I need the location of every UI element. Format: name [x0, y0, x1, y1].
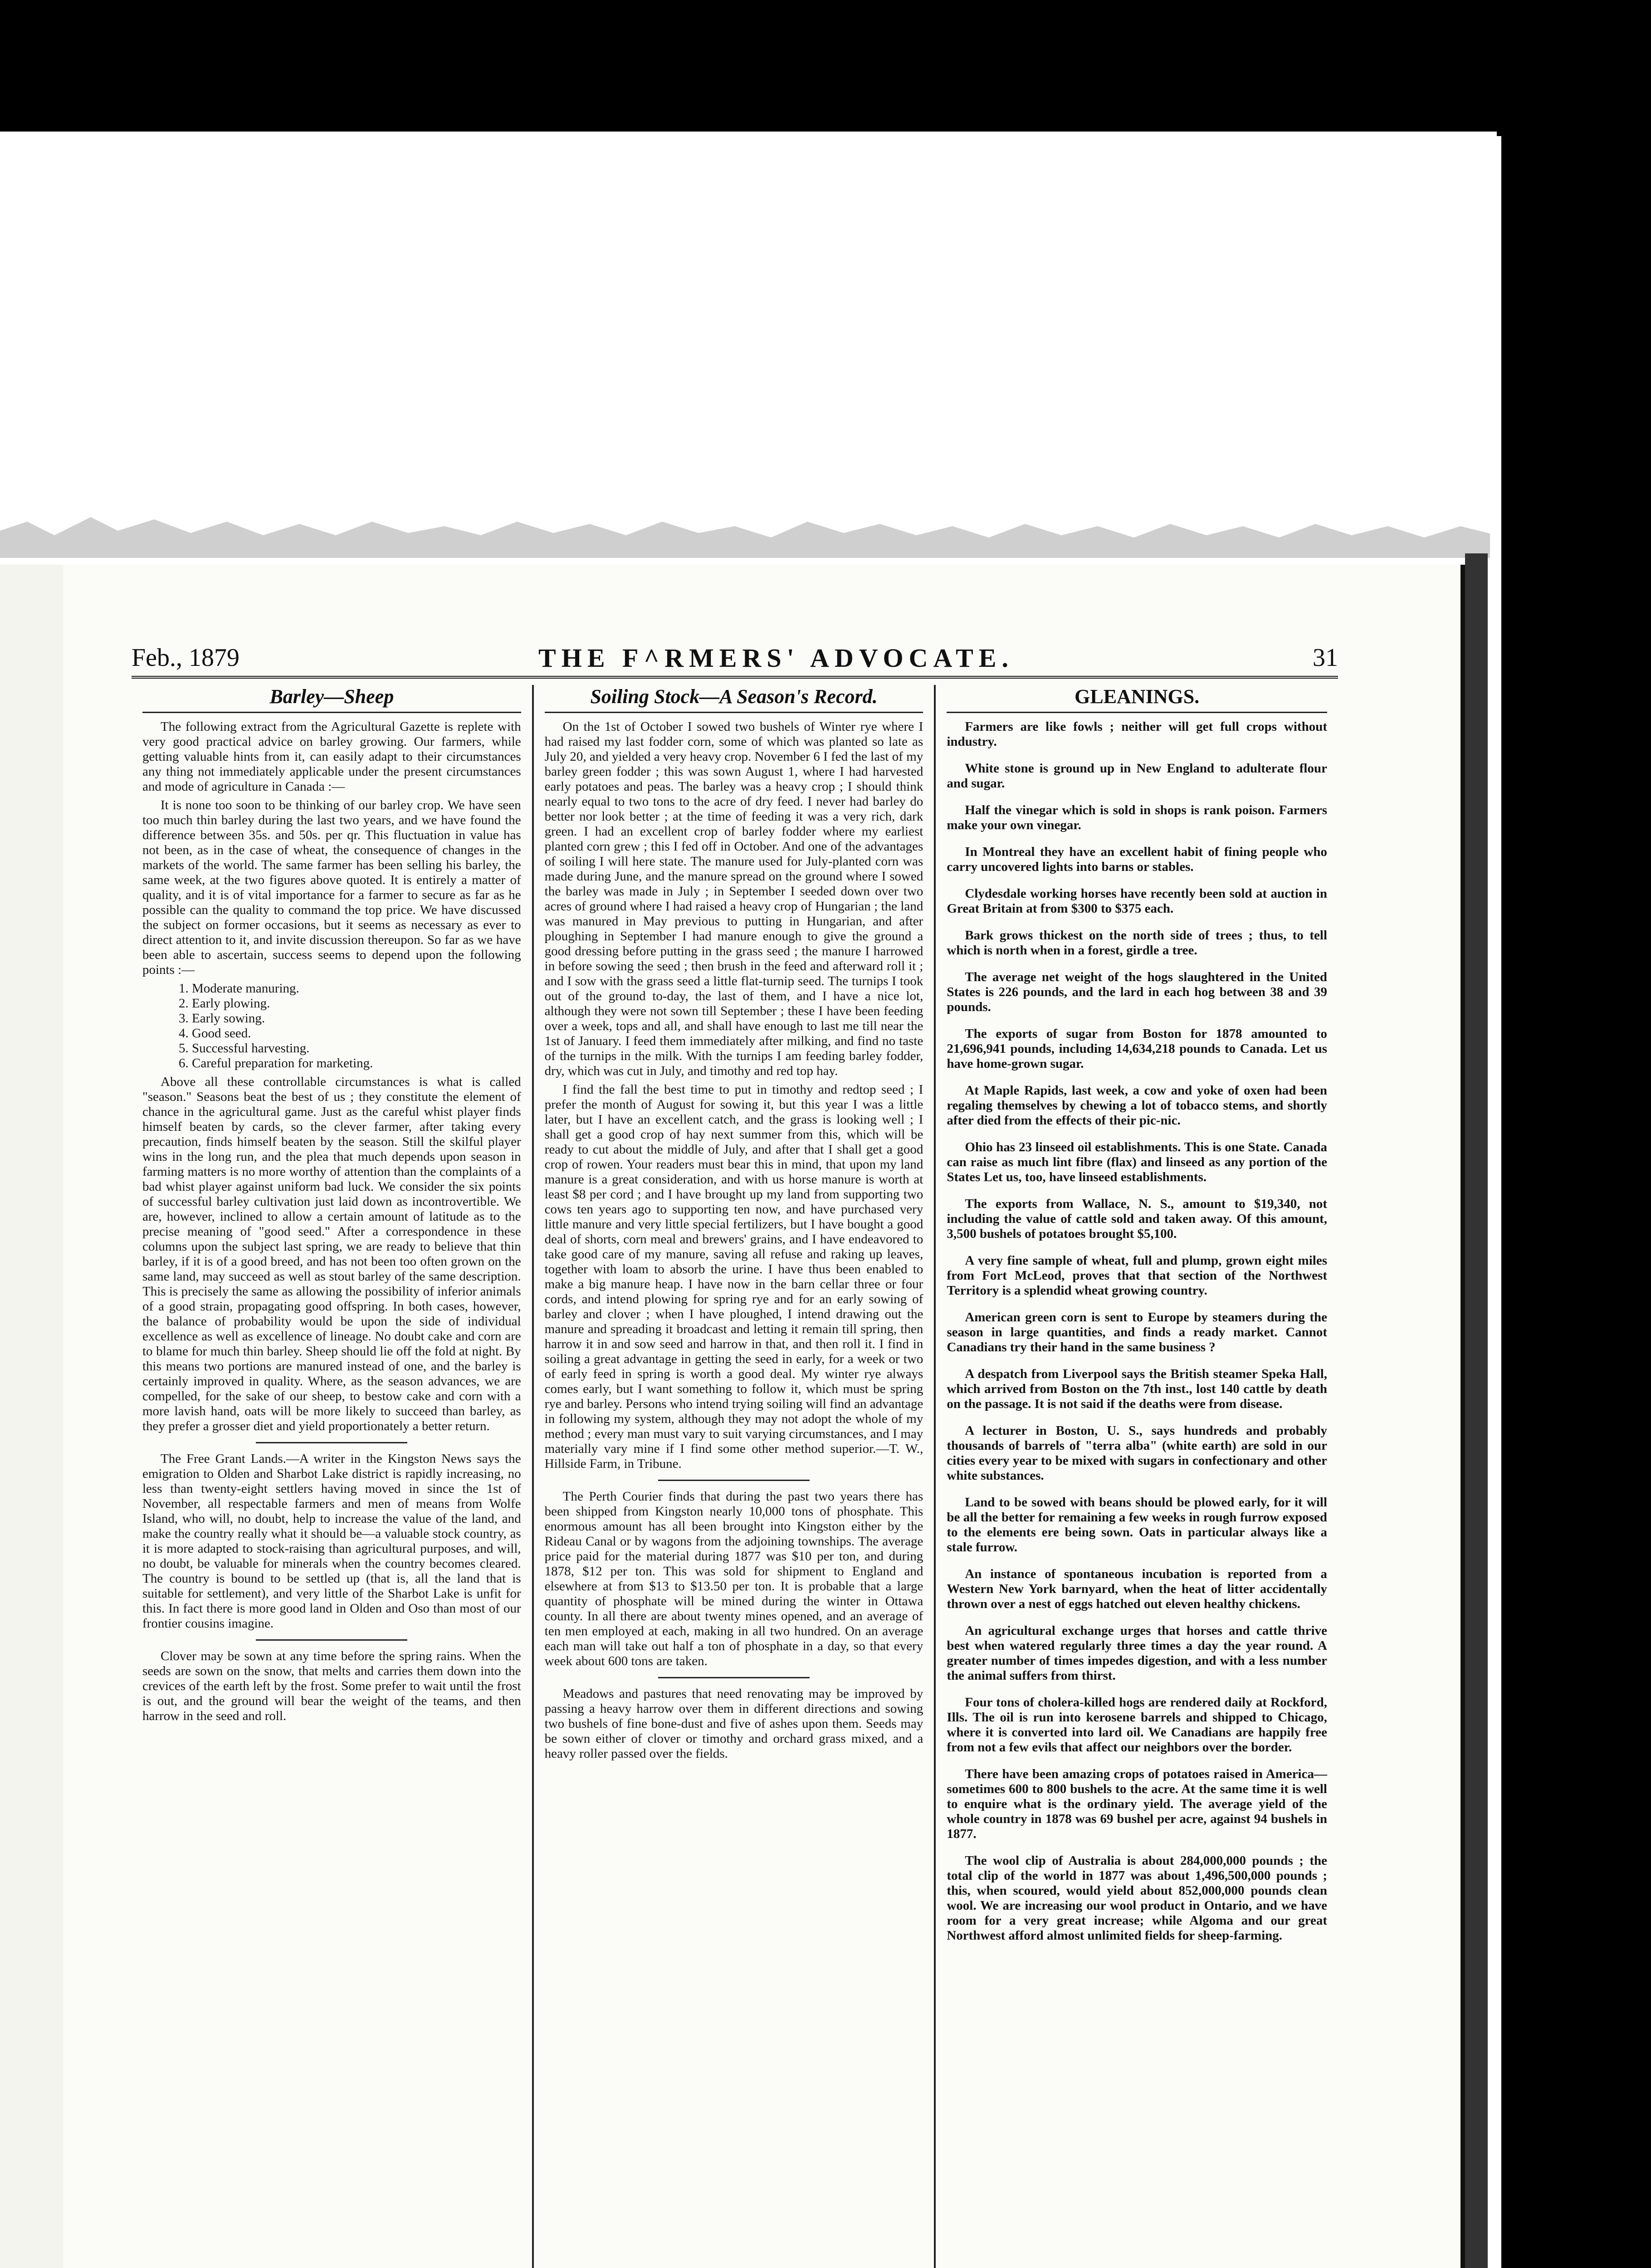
gleaning-item: The exports from Wallace, N. S., amount to $19,340, not including the value of cattle sold and taken away. Of this amount, 3,500 bushels of potatoes brought $5,100. [947, 1197, 1327, 1241]
article-paragraph: I find the fall the best time to put in timothy and redtop seed ; I prefer the month of August for sowing it, but this year I was a little later, but I have an excellent catch, and the grass is looking well ; I shall get a good crop of hay next summer from this, which will be ready to cut about the middle of July, and after that I shall get a good crop of rowen. Your readers must bear this in mind, that upon my land manure is a great consideration, and with us horse manure is worth at least $8 per cord ; and I have brought up my land from supporting two cows ten years ago to supporting ten now, and have purchased very little manure and very little special fertilizers, but I have bought a good deal of shorts, corn meal and brewers' grains, and I have endeavored to take good care of my manure, saving all refuse and raking up leaves, together with loam to absorb the urine. I have thus been enabled to make a big manure heap. I have now in the barn cellar three or four cords, and intend plowing for spring rye and for an early sowing of barley and clover ; when I have ploughed, I intend drawing out the manure and spreading it broadcast and letting it remain till spring, then harrow it in and sow seed and harrow in that, and then roll it. I find in soiling a great advantage in getting the seed in early, for a week or two of early feed in spring is worth a good deal. My winter rye always comes early, but I want something to follow it, which must be spring rye and barley. Persons who intend trying soiling will find an advantage in following my system, although they may not adopt the whole of my method ; every man must vary to suit varying circumstances, and I may materially vary mine if I find some other method superior.—T. W., Hillside Farm, in Tribune. [544, 1082, 923, 1471]
article-paragraph: Meadows and pastures that need renovating may be improved by passing a heavy harrow over them in different directions and sowing two bushels of fine bone-dust and five of ashes upon them. Seeds may be sown either of clover or timothy and orchard grass mixed, and a heavy roller passed over the fields. [544, 1686, 923, 1761]
article-paragraph: Above all these controllable circumstances is what is called "season." Seasons beat the best of us ; they constitute the element of chance in the agricultural game. Just as the careful whist player finds himself beaten by cards, so the clever farmer, after taking every precaution, finds himself beaten by the season. Still the skilful player wins in the long run, and the plea that much depends upon season in farming matters is no more worthy of attention than the complaints of a bad whist player against uniform bad luck. We consider the six points of successful barley cultivation just laid down as incontrovertible. We are, however, inclined to allow a certain amount of latitude as to the precise meaning of "good seed." After a correspondence in these columns upon the subject last spring, we are ready to believe that thin barley, if it is of a good breed, and has not been too often grown on the same land, may succeed as well as stout barley of the same description. This is precisely the same as allowing the possibility of inferior animals of a good strain, propagating good offspring. In both cases, however, the balance of probability would be upon the side of individual excellence as well as excellence of lineage. No doubt cake and corn are to blame for much thin barley. Sheep should lie off the fold at night. By this means two portions are manured instead of one, and the barley is certainly improved in quality. Where, as the season advances, we are compelled, for the sake of our sheep, to bestow cake and corn with a more lavish hand, oats will be more likely to succeed than barley, as they prefer a grosser diet and yield proportionately a better return. [142, 1075, 521, 1433]
column-gleanings [936, 685, 1338, 2268]
newspaper-page [64, 565, 1465, 2268]
article-columns [132, 685, 1338, 2268]
gleaning-item: Clydesdale working horses have recently been sold at auction in Great Britain at from $300 to $375 each. [947, 886, 1327, 916]
left-page-edge [0, 565, 66, 2268]
divider [658, 1677, 810, 1678]
gleaning-item: An agricultural exchange urges that horses and cattle thrive best when watered regularly three times a day the year round. A greater number of times impedes digestion, and with a less number the animal suffers from thirst. [947, 1623, 1327, 1683]
issue-date: Feb., 1879 [132, 644, 239, 672]
article-paragraph: The Perth Courier finds that during the past two years there has been shipped from Kingston nearly 10,000 tons of phosphate. This enormous amount has all been brought into Kingston either by the Rideau Canal or by wagons from the adjoining townships. The average price paid for the material during 1877 was $10 per ton, and during 1878, $12 per ton. This was sold for shipment to England and elsewhere at from $13 to $13.50 per ton. It is probable that a large quantity of phosphate will be mined during the winter in Ottawa county. In all there are about twenty mines opened, and an average of ten men employed at each, making in all two hundred. On an average each man will take out half a ton of phosphate in a day, so that every week about 600 tons are taken. [544, 1489, 923, 1668]
publication-title: THE F^RMERS' ADVOCATE. [538, 643, 1014, 673]
gleaning-item: Four tons of cholera-killed hogs are rendered daily at Rockford, Ills. The oil is run into kerosene barrels and shipped to Chicago, where it is converted into lard oil. We Canadians are happily free from not a few evils that affect our neighbors over the border. [947, 1695, 1327, 1755]
list-item: 5. Successful harvesting. [179, 1041, 310, 1056]
gleanings-list [947, 719, 1327, 1943]
success-points-list [161, 981, 521, 1071]
book-binding [1465, 553, 1488, 2268]
gleaning-item: Ohio has 23 linseed oil establishments. This is one State. Canada can raise as much lint fibre (flax) and linseed as any portion of the States Let us, too, have linseed establishments. [947, 1140, 1327, 1184]
article-heading: Soiling Stock—A Season's Record. [545, 685, 923, 713]
divider [658, 1480, 810, 1481]
gleaning-item: A lecturer in Boston, U. S., says hundreds and probably thousands of barrels of "terra alba" (white earth) are sold in our cities every year to be mixed with sugars in confectionary and other white substances. [947, 1423, 1327, 1483]
list-item: 2. Early plowing. [179, 996, 270, 1011]
torn-paper-edge [0, 476, 1497, 558]
divider [256, 1442, 407, 1443]
article-paragraph: On the 1st of October I sowed two bushels of Winter rye where I had raised my last fodder corn, some of which was planted so late as July 20, and yielded a very heavy crop. November 6 I fed the last of my barley green fodder ; this was sown August 1, where I had harvested early potatoes and peas. The barley was a heavy crop ; I should think nearly equal to two tons to the acre of dry feed. I never had barley do better nor look better ; at the time of feeding it was a very rich, dark green. I had an excellent crop of barley fodder where my earliest planted corn grew ; this I fed off in October. And one of the advantages of soiling I will here state. The manure used for July-planted corn was made during June, and the manure spread on the ground where I sowed the barley was made in July ; in September I seeded down over two acres of ground where I had raised a heavy crop of Hungarian ; the land was manured in May previous to putting in Hungarian, and after ploughing in September I had manure enough to give the ground a good dressing before putting in the grass seed ; the manure I harrowed in before sowing the seed ; then brush in the feed and afterward roll it ; and I sow with the grass seed a little flat-turnip seed. The turnips I took out of the ground to-day, the last of them, and I have a nice lot, although they were not sown till September ; these I have been feeding over a week, tops and all, and shall have enough to last me till near the 1st of January. I feed them immediately after milking, and find no taste of the turnips in the milk. With the turnips I am feeding barley fodder, dry, which was cut in July, and timothy and red top hay. [544, 719, 923, 1078]
column-soiling-stock [534, 685, 936, 2268]
article-paragraph: Clover may be sown at any time before the spring rains. When the seeds are sown on the snow, that melts and carries them down into the crevices of the earth left by the frost. Some prefer to wait until the frost is out, and the ground will bear the weight of the teams, and then harrow in the seed and roll. [142, 1649, 521, 1723]
list-item: 4. Good seed. [179, 1026, 251, 1041]
gleaning-item: There have been amazing crops of potatoes raised in America—sometimes 600 to 800 bushels to the acre. At the same time it is well to enquire what is the ordinary yield. The average yield of the whole country in 1878 was 69 bushel per acre, against 94 bushels in 1877. [947, 1767, 1327, 1841]
article-heading: GLEANINGS. [947, 685, 1327, 713]
article-paragraph: The following extract from the Agricultural Gazette is replete with very good practical advice on barley growing. Our farmers, while getting valuable hints from it, can easily adapt to their circumstances any thing not immediately applicable under the present circumstances and mode of agriculture in Canada :— [142, 719, 521, 794]
gleaning-item: Land to be sowed with beans should be plowed early, for it will be all the better for remaining a few weeks in rough furrow exposed to the elements ere being sown. Oats in particular always like a stale furrow. [947, 1495, 1327, 1554]
article-paragraph: It is none too soon to be thinking of our barley crop. We have seen too much thin barley during the last two years, and we have found the difference between 35s. and 50s. per qr. This fluctuation in value has not been, as in the case of wheat, the consequence of changes in the markets of the world. The same farmer has been selling his barley, the same week, at the two figures above quoted. It is entirely a matter of quality, and it is of vital importance for a farmer to secure as far as he possible can the quality to command the top price. We have discussed the subject on former occasions, but it seems as necessary as ever to direct attention to it, and invite discussion thereupon. So far as we have been able to ascertain, success seems to depend upon the following points :— [142, 798, 521, 977]
page-number: 31 [1313, 644, 1338, 672]
masthead [132, 640, 1338, 679]
list-item: 6. Careful preparation for marketing. [179, 1056, 373, 1070]
gleaning-item: The average net weight of the hogs slaughtered in the United States is 226 pounds, and the lard in each hog between 38 and 39 pounds. [947, 970, 1327, 1014]
article-paragraph: The Free Grant Lands.—A writer in the Kingston News says the emigration to Olden and Sharbot Lake district is rapidly increasing, no less than twenty-eight settlers having moved in since the 1st of November, all respectable farmers and men of means from Wolfe Island, who will, no doubt, help to increase the value of the land, and make the country really what it should be—a valuable stock country, as it is more adapted to stock-raising than agricultural purposes, and will, no doubt, be valuable for minerals when the country becomes cleared. The country is bound to be settled up (that is, all the land that is suitable for settlement), and very little of the Sharbot Lake is unfit for this. In fact there is more good land in Olden and Oso than most of our frontier cousins imagine. [142, 1452, 521, 1631]
gleaning-item: In Montreal they have an excellent habit of fining people who carry uncovered lights into barns or stables. [947, 845, 1327, 874]
gleaning-item: A very fine sample of wheat, full and plump, grown eight miles from Fort McLeod, proves that that section of the Northwest Territory is a splendid wheat growing country. [947, 1253, 1327, 1298]
gleaning-item: An instance of spontaneous incubation is reported from a Western New York barnyard, when the heat of litter accidentally thrown over a nest of eggs hatched out eleven healthy chickens. [947, 1567, 1327, 1611]
page-margin-strip [1490, 136, 1501, 2268]
divider [256, 1639, 407, 1641]
gleaning-item: The wool clip of Australia is about 284,000,000 pounds ; the total clip of the world in 1877 was about 1,496,500,000 pounds ; this, when scoured, would yield about 852,000,000 pounds clean wool. We are increasing our wool product in Ontario, and we have room for a very great increase; while Algoma and our great Northwest afford almost unlimited fields for sheep-farming. [947, 1853, 1327, 1943]
article-heading: Barley—Sheep [142, 685, 521, 713]
column-barley-sheep [132, 685, 534, 2268]
list-item: 1. Moderate manuring. [179, 981, 299, 996]
gleaning-item: White stone is ground up in New England to adulterate flour and sugar. [947, 761, 1327, 791]
gleaning-item: A despatch from Liverpool says the British steamer Speka Hall, which arrived from Boston on the 7th inst., lost 140 cattle by death on the passage. It is not said if the deaths were from disease. [947, 1367, 1327, 1411]
gleaning-item: Farmers are like fowls ; neither will get full crops without industry. [947, 719, 1327, 749]
gleaning-item: Half the vinegar which is sold in shops is rank poison. Farmers make your own vinegar. [947, 803, 1327, 832]
gleaning-item: American green corn is sent to Europe by steamers during the season in large quantities, and finds a ready market. Cannot Canadians try their hand in the same business ? [947, 1310, 1327, 1354]
gleaning-item: The exports of sugar from Boston for 1878 amounted to 21,696,941 pounds, including 14,634,218 pounds to Canada. Let us have home-grown sugar. [947, 1026, 1327, 1071]
gleaning-item: Bark grows thickest on the north side of trees ; thus, to tell which is north when in a forest, girdle a tree. [947, 928, 1327, 958]
list-item: 3. Early sowing. [179, 1011, 265, 1026]
gleaning-item: At Maple Rapids, last week, a cow and yoke of oxen had been regaling themselves by chewing a lot of tobacco stems, and shortly after died from the effects of their pic-nic. [947, 1083, 1327, 1128]
